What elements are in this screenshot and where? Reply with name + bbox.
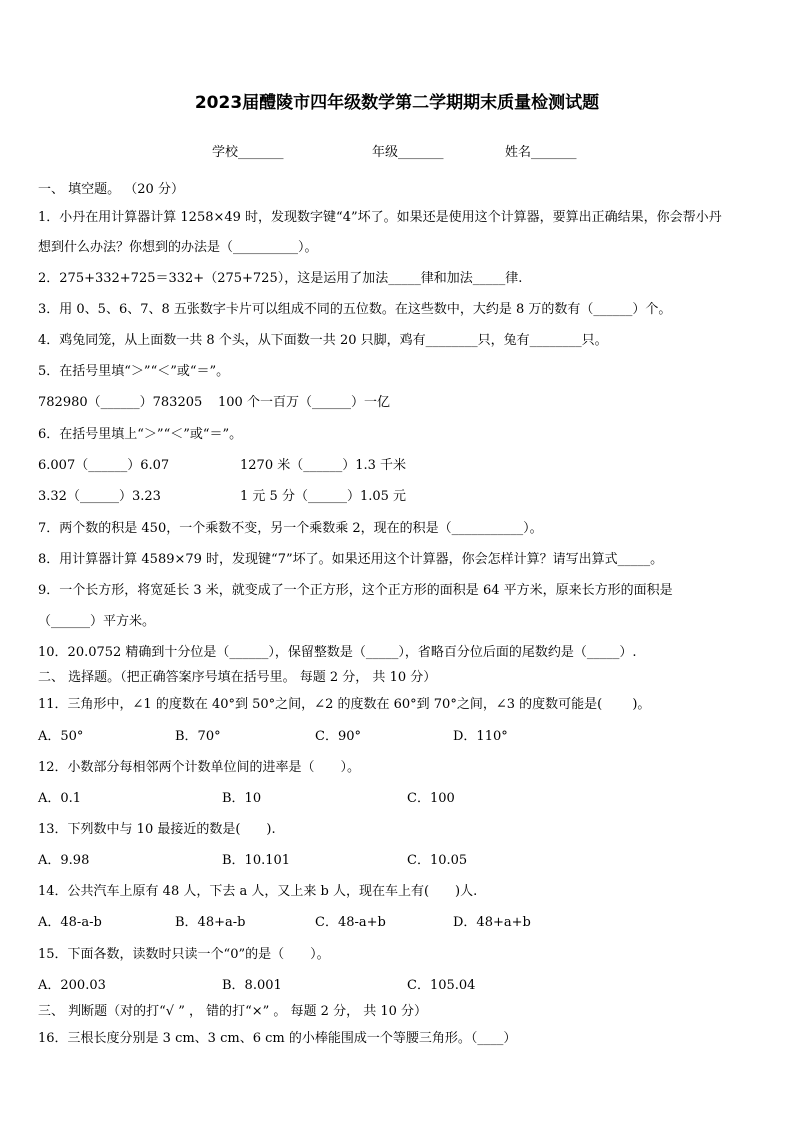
question-5-item-b: 100 个一百万（______）一亿: [218, 395, 390, 410]
question-13-option-a: A．9.98: [38, 853, 90, 868]
question-5: 5．在括号里填“＞”“＜”或“＝”。: [38, 364, 230, 379]
name-field: 姓名_______: [505, 145, 577, 160]
question-13-option-b: B．10.101: [222, 853, 291, 868]
question-1: 1．小丹在用计算器计算 1258×49 时，发现数字键“4”坏了。如果还是使用这个计算器，要算出正确结果，你会帮小丹: [38, 210, 722, 225]
question-14-option-b: B．48+a-b: [175, 915, 246, 930]
question-8: 8．用计算器计算 4589×79 时，发现键“7”坏了。如果还用这个计算器，你会怎样计算？请写出算式_____。: [38, 552, 664, 567]
question-11-option-a: A．50°: [38, 729, 84, 744]
question-12: 12．小数部分每相邻两个计数单位间的进率是（ ）。: [38, 760, 361, 775]
question-12-option-b: B．10: [222, 791, 262, 806]
question-11: 11．三角形中，∠1 的度数在 40°到 50°之间，∠2 的度数在 60°到 70°之间，∠3 的度数可能是( )。: [38, 697, 651, 712]
question-9: 9．一个长方形，将宽延长 3 米，就变成了一个正方形，这个正方形的面积是 64 平方米，原来长方形的面积是: [38, 583, 673, 598]
question-15-option-a: A．200.03: [38, 978, 106, 993]
question-13-option-c: C．10.05: [407, 853, 468, 868]
question-14-option-c: C．48-a+b: [315, 915, 386, 930]
question-10: 10．20.0752 精确到十分位是（______），保留整数是（_____），省略百分位后面的尾数约是（_____）.: [38, 645, 637, 660]
question-14: 14．公共汽车上原有 48 人，下去 a 人，又上来 b 人，现在车上有( )人.: [38, 884, 478, 899]
question-12-option-a: A．0.1: [38, 791, 82, 806]
question-7: 7．两个数的积是 450，一个乘数不变，另一个乘数乘 2，现在的积是（___________）。: [38, 521, 543, 536]
question-9-cont: （______）平方米。: [38, 614, 156, 629]
question-15-option-c: C．105.04: [407, 978, 476, 993]
question-11-option-d: D．110°: [453, 729, 508, 744]
question-6-item-c: 3.32（______）3.23: [38, 489, 161, 504]
question-15-option-b: B．8.001: [222, 978, 282, 993]
page-title: 2023届醴陵市四年级数学第二学期期末质量检测试题: [194, 93, 600, 113]
question-3: 3．用 0、5、6、7、8 五张数字卡片可以组成不同的五位数。在这些数中，大约是 8 万的数有（______）个。: [38, 302, 672, 317]
question-15: 15．下面各数，读数时只读一个“0”的是（ ）。: [38, 947, 330, 962]
question-1-cont: 想到什么办法？你想到的办法是（__________）。: [38, 240, 318, 255]
question-6-item-d: 1 元 5 分（______）1.05 元: [240, 489, 407, 504]
question-14-option-a: A．48-a-b: [38, 915, 102, 930]
section-judgement-heading: 三、 判断题（对的打“√ ” ， 错的打“×” 。 每题 2 分， 共 10 分）: [38, 1004, 428, 1019]
question-2: 2．275+332+725＝332+（275+725），这是运用了加法_____律和加法_____律.: [38, 271, 523, 286]
question-6-item-a: 6.007（______）6.07: [38, 458, 170, 473]
section-choice-heading: 二、 选择题。（把正确答案序号填在括号里。 每题 2 分， 共 10 分）: [38, 670, 437, 685]
question-11-option-c: C．90°: [315, 729, 361, 744]
grade-field: 年级_______: [372, 145, 444, 160]
question-12-option-c: C．100: [407, 791, 455, 806]
question-6-item-b: 1270 米（______）1.3 千米: [240, 458, 407, 473]
question-6: 6．在括号里填上“＞”“＜”或“＝”。: [38, 427, 243, 442]
question-4: 4．鸡兔同笼，从上面数一共 8 个头，从下面数一共 20 只脚，鸡有________只，兔有________只。: [38, 333, 608, 348]
question-5-item-a: 782980（______）783205: [38, 395, 203, 410]
section-fill-blank-heading: 一、 填空题。 （20 分）: [38, 182, 184, 197]
question-14-option-d: D．48+a+b: [453, 915, 531, 930]
question-13: 13．下列数中与 10 最接近的数是( ).: [38, 822, 276, 837]
school-field: 学校_______: [212, 145, 284, 160]
question-16: 16．三根长度分别是 3 cm、3 cm、6 cm 的小棒能围成一个等腰三角形。（____）: [38, 1031, 517, 1046]
question-11-option-b: B．70°: [175, 729, 221, 744]
